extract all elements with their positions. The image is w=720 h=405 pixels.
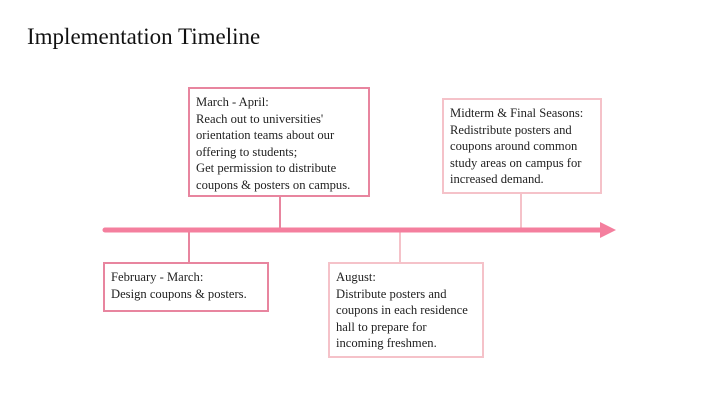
milestone-midterm-final bbox=[442, 98, 602, 194]
milestone-text-line: study areas on campus for bbox=[450, 155, 582, 170]
timeline-arrowhead bbox=[600, 222, 616, 238]
milestone-march-april bbox=[188, 87, 370, 197]
milestone-text-line: orientation teams about our bbox=[196, 128, 335, 142]
milestone-text-line: Reach out to universities' bbox=[196, 111, 324, 126]
milestone-text-line: hall to prepare for bbox=[336, 319, 427, 334]
milestone-heading: Midterm & Final Seasons: bbox=[450, 106, 584, 120]
milestone-text-line: Distribute posters and bbox=[336, 286, 447, 301]
milestone-august bbox=[328, 262, 484, 358]
slide-title: Implementation Timeline bbox=[27, 24, 261, 49]
milestone-heading: March - April: bbox=[196, 95, 269, 109]
milestone-heading: August: bbox=[336, 270, 376, 284]
milestone-feb-march bbox=[103, 262, 269, 312]
milestone-text-line: offering to students; bbox=[196, 144, 298, 159]
milestone-text-line: coupons around common bbox=[450, 139, 578, 153]
milestone-text-line: coupons & posters on campus. bbox=[196, 177, 351, 192]
milestone-text-line: Get permission to distribute bbox=[196, 161, 337, 175]
milestone-text-line: coupons in each residence bbox=[336, 303, 468, 317]
milestone-heading: February - March: bbox=[111, 270, 204, 284]
milestone-text-line: increased demand. bbox=[450, 172, 544, 186]
milestone-text-line: Design coupons & posters. bbox=[111, 286, 247, 301]
milestone-text-line: incoming freshmen. bbox=[336, 336, 437, 350]
milestone-text-line: Redistribute posters and bbox=[450, 122, 572, 137]
